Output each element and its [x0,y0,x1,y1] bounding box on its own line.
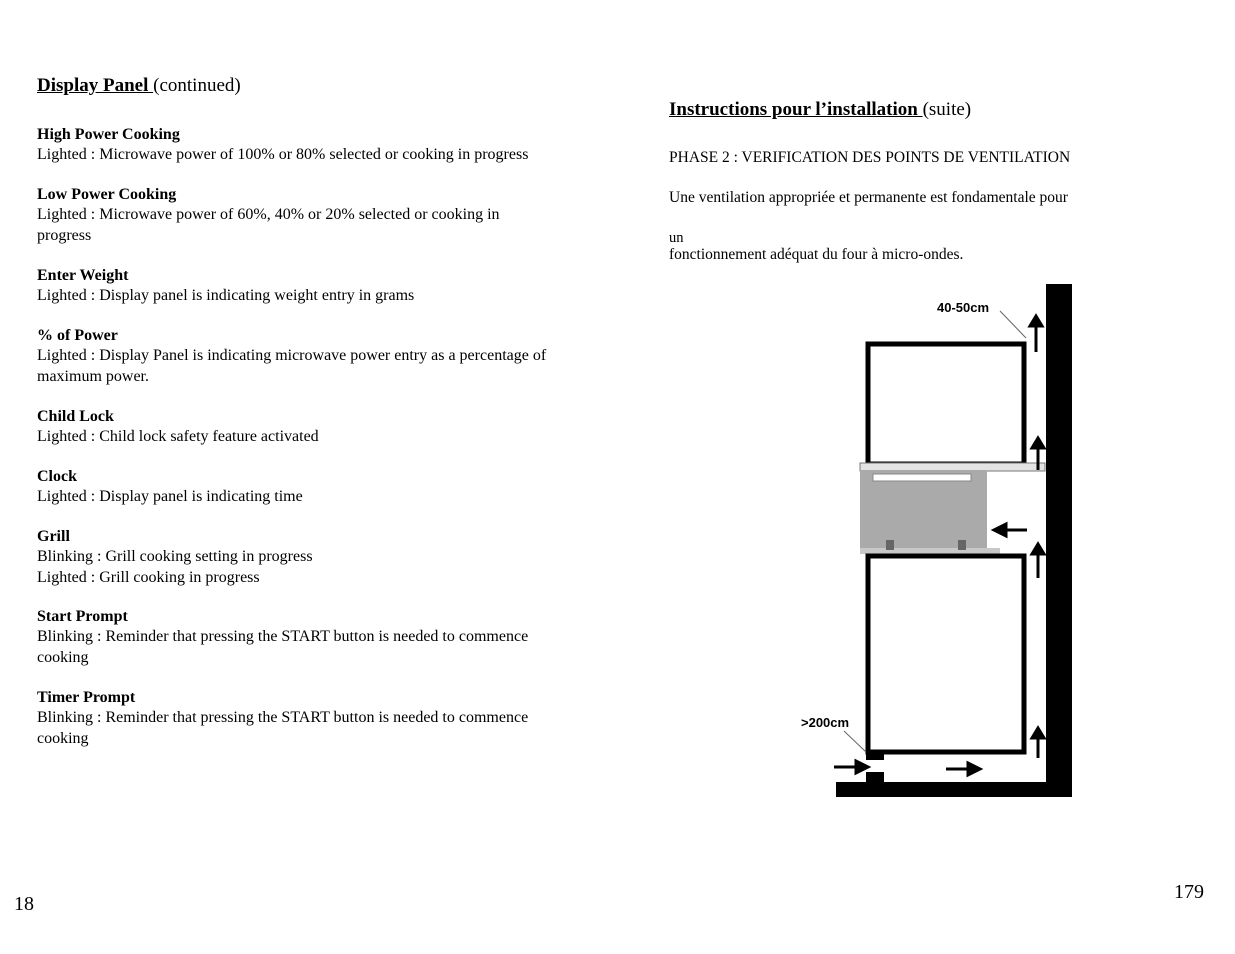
item-description: maximum power. [37,367,149,385]
item-description: Blinking : Reminder that pressing the START button is needed to commence [37,628,529,645]
item-description: Lighted : Child lock safety feature activated [37,428,319,445]
left-page-number: 18 [14,893,34,915]
item-description: Blinking : Grill cooking setting in progress [37,548,313,565]
item-description: Lighted : Display panel is indicating time [37,488,303,505]
left-arrow [994,524,1027,536]
item-description: Lighted : Microwave power of 100% or 80% selected or cooking in progress [37,146,529,163]
item-description: Lighted : Display Panel is indicating microwave power entry as a percentage of [37,347,547,364]
ventilation-text-line1: Une ventilation appropriée et permanente est fondamentale pour [669,189,1068,206]
microwave-unit [860,463,1045,554]
display-panel-item [37,407,617,448]
right-title-main: Instructions pour l’installation [669,99,923,120]
right-arrows [834,761,980,775]
right-page-number: 179 [1174,881,1204,903]
display-panel-item [37,607,617,668]
lower-oven [868,556,1024,752]
ventilation-text-line3: fonctionnement adéquat du four à micro-ondes. [669,246,964,263]
item-description: cooking [37,648,89,666]
item-description: cooking [37,729,89,747]
item-heading: Child Lock [37,408,114,425]
label-200cm: >200cm [801,715,850,730]
right-page-title [669,99,971,121]
display-panel-item [37,527,617,588]
item-heading: Grill [37,528,70,545]
item-heading: High Power Cooking [37,126,180,143]
display-panel-item [37,326,617,387]
item-heading: % of Power [37,327,118,344]
ventilation-text-line2: un [669,230,684,246]
up-arrows [1030,316,1044,758]
item-description: progress [37,226,92,244]
left-page-title [37,75,241,97]
item-heading: Low Power Cooking [37,186,177,203]
item-description: Lighted : Display panel is indicating weight entry in grams [37,287,415,304]
upper-oven [868,344,1024,464]
display-panel-item [37,467,617,508]
label-40-50cm: 40-50cm [937,300,990,315]
ventilation-diagram [790,280,1090,805]
right-title-suffix: (suite) [922,99,972,120]
display-panel-item [37,688,617,749]
display-panel-item [37,125,617,166]
item-description: Blinking : Reminder that pressing the START button is needed to commence [37,709,529,726]
left-title-suffix: (continued) [153,75,241,96]
item-heading: Clock [37,468,77,485]
phase-heading: PHASE 2 : VERIFICATION DES POINTS DE VENTILATION [669,149,1071,166]
display-panel-item [37,185,617,246]
item-heading: Timer Prompt [37,689,136,706]
item-heading: Enter Weight [37,267,129,284]
item-description: Lighted : Grill cooking in progress [37,568,260,586]
left-title-main: Display Panel [37,75,154,96]
item-heading: Start Prompt [37,608,128,625]
item-description: Lighted : Microwave power of 60%, 40% or 20% selected or cooking in [37,206,500,223]
display-panel-item [37,266,617,307]
